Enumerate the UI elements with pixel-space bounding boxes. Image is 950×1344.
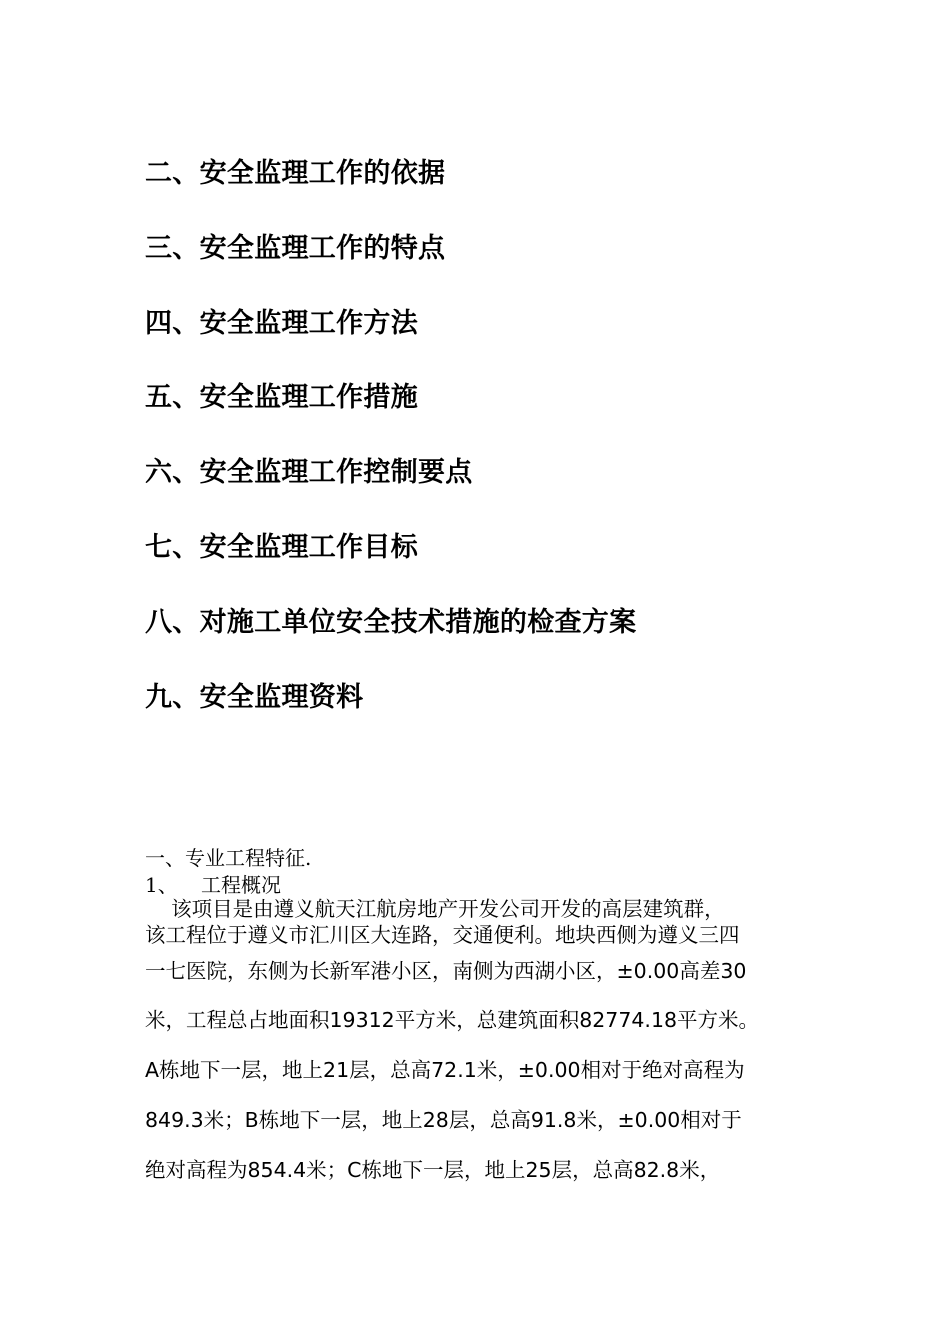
sub-heading-number: 1、	[145, 873, 178, 897]
toc-item-records: 九、安全监理资料	[145, 682, 364, 713]
body-line: 绝对高程为854.4米；C栋地下一层，地上25层，总高82.8米，	[145, 1158, 721, 1182]
toc-item-characteristics: 三、安全监理工作的特点	[145, 233, 446, 264]
toc-item-methods: 四、安全监理工作方法	[145, 308, 418, 339]
toc-item-inspection-plan: 八、对施工单位安全技术措施的检查方案	[145, 607, 637, 638]
body-line: 849.3米；B栋地下一层，地上28层，总高91.8米，±0.00相对于	[145, 1108, 742, 1132]
toc-item-basis: 二、安全监理工作的依据	[145, 158, 446, 189]
section-heading: 一、专业工程特征.	[145, 846, 312, 870]
body-line: 该项目是由遵义航天江航房地产开发公司开发的高层建筑群，	[145, 897, 725, 921]
toc-item-control-points: 六、安全监理工作控制要点	[145, 457, 473, 488]
body-line: 米，工程总占地面积19312平方米，总建筑面积82774.18平方米。	[145, 1008, 760, 1032]
body-line: 一七医院，东侧为长新军港小区，南侧为西湖小区，±0.00高差30	[145, 959, 747, 983]
sub-heading	[145, 873, 281, 897]
body-line: A栋地下一层，地上21层，总高72.1米，±0.00相对于绝对高程为	[145, 1058, 745, 1082]
toc-item-objectives: 七、安全监理工作目标	[145, 532, 418, 563]
body-line: 该工程位于遵义市汇川区大连路，交通便利。地块西侧为遵义三四	[145, 923, 740, 947]
toc-item-measures: 五、安全监理工作措施	[145, 382, 418, 413]
sub-heading-title: 工程概况	[201, 873, 281, 897]
